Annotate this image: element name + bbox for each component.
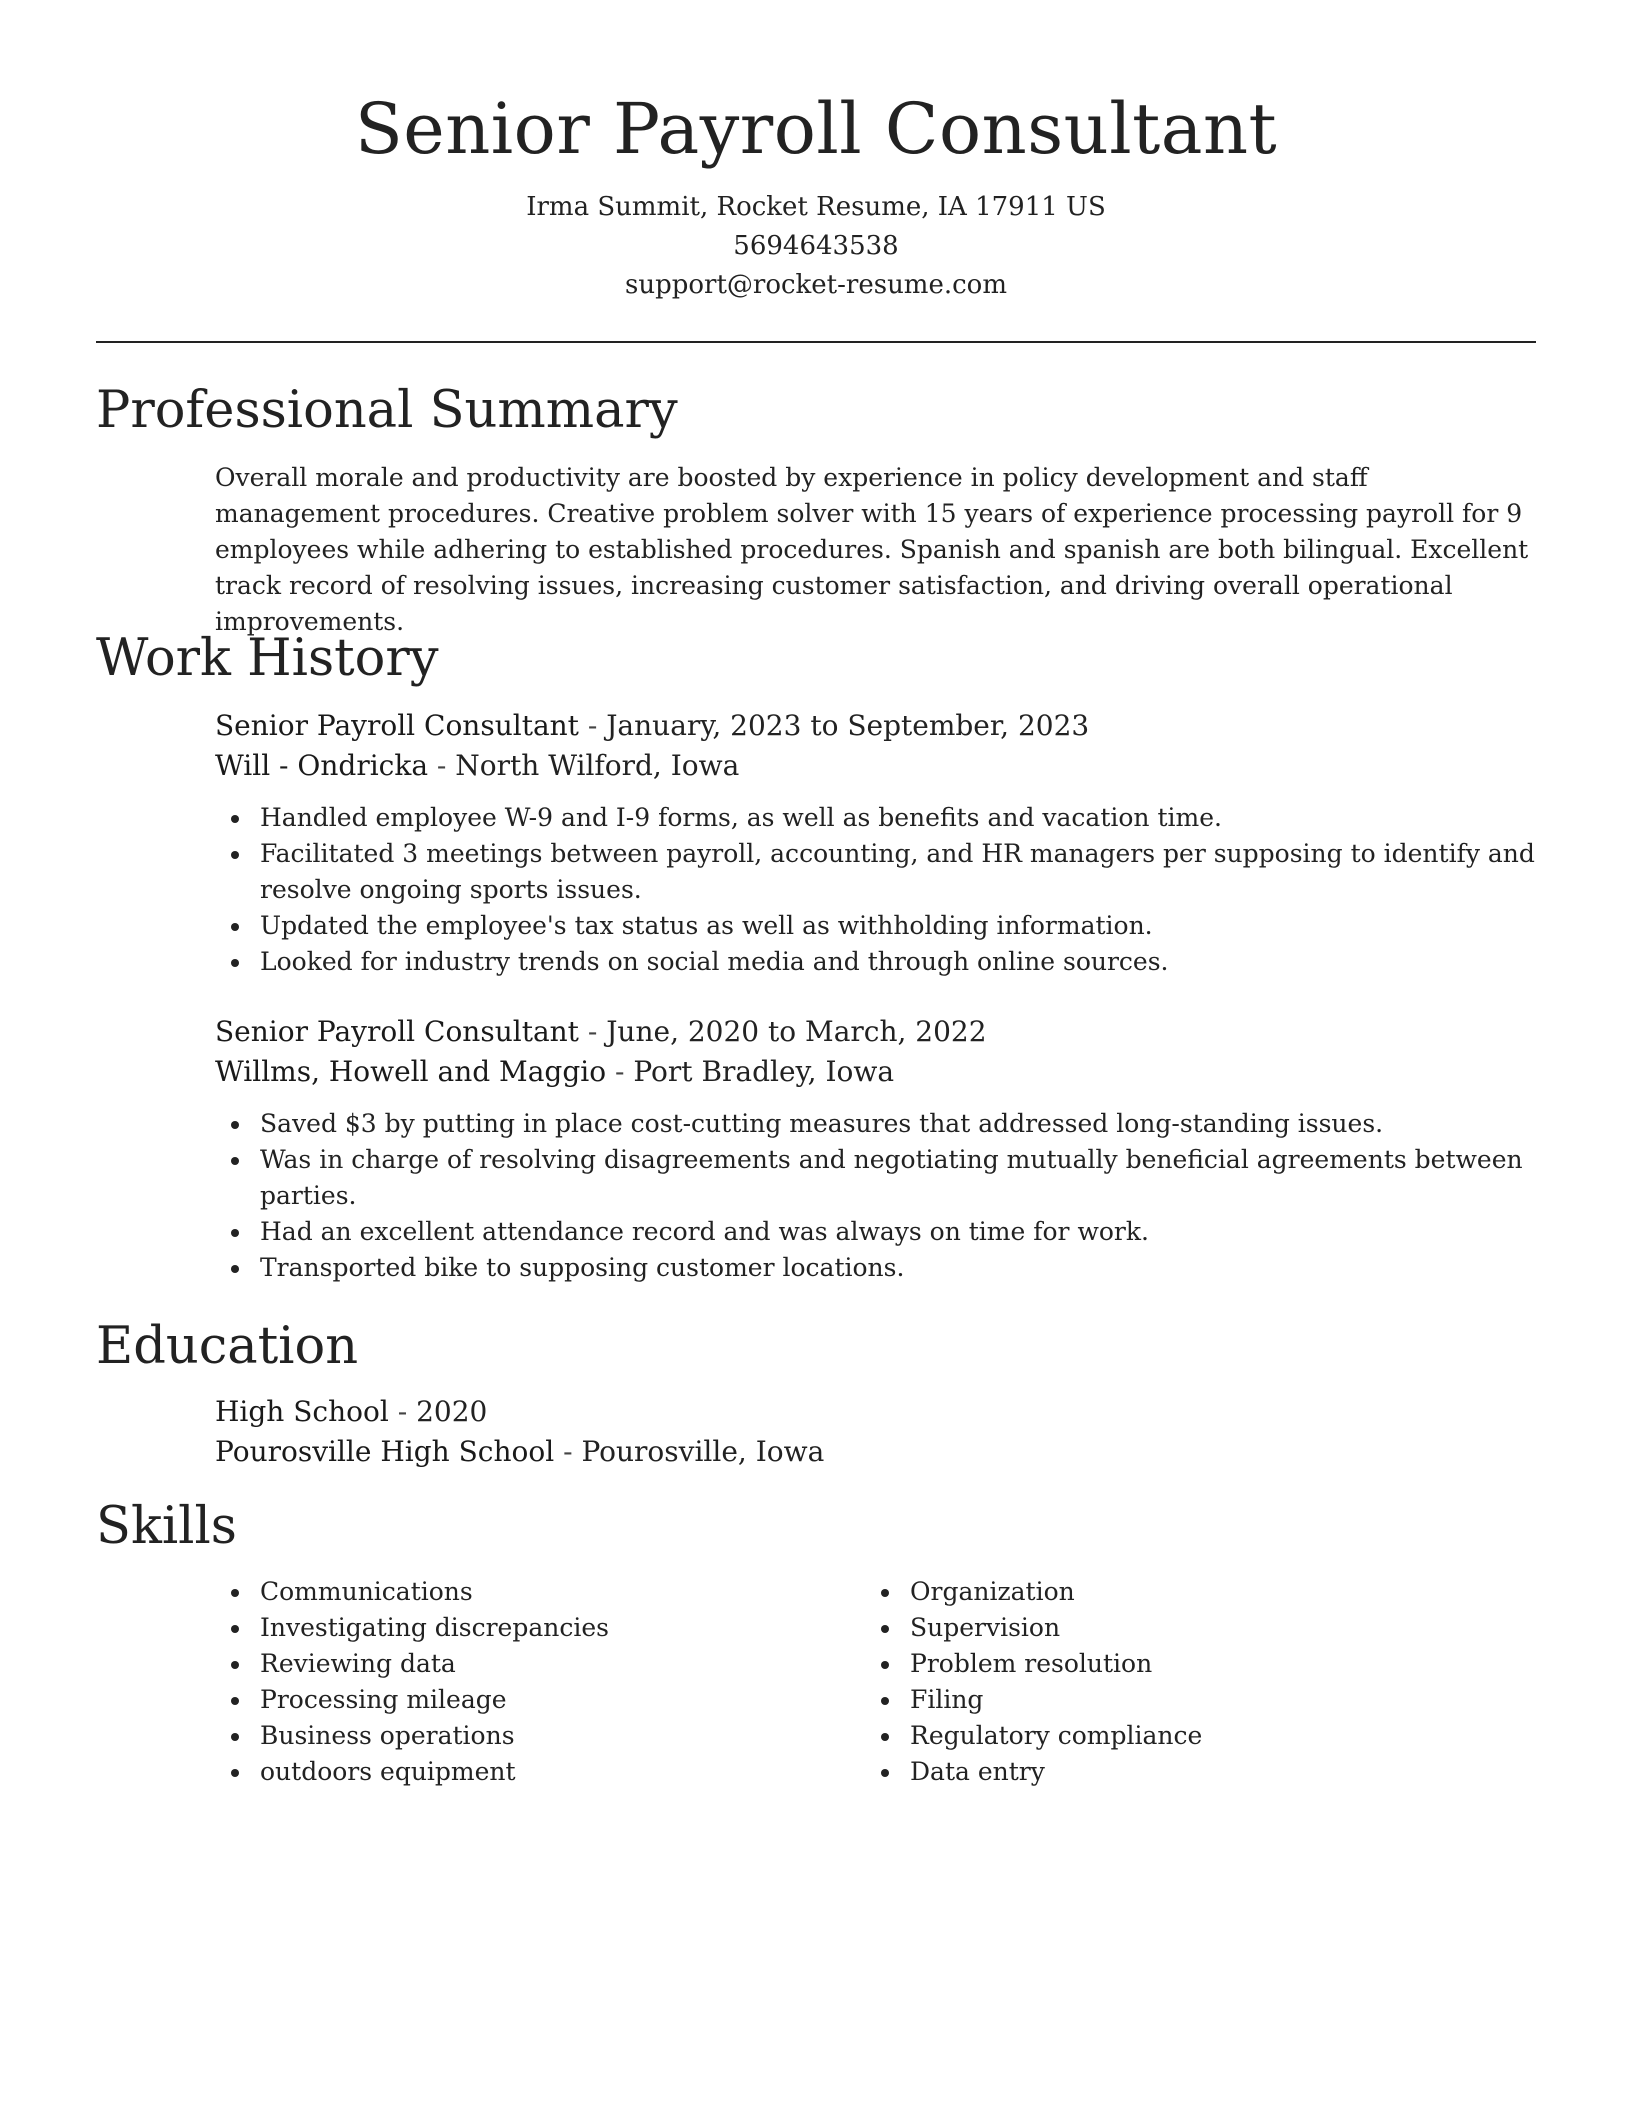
job-bullets <box>215 800 1536 980</box>
separator: - <box>606 1055 634 1088</box>
list-item: Was in charge of resolving disagreements and negotiating mutually beneficial agreements between parties. <box>215 1142 1536 1214</box>
skills-section <box>215 1574 1536 1790</box>
list-item: Business operations <box>215 1718 865 1754</box>
summary-section <box>215 460 1536 640</box>
summary-text: Overall morale and productivity are boosted by experience in policy development and staff management procedures. Creative problem solver with 15 years of experience processing payroll for 9 employees while adhering to established procedures. Spanish and spanish are both bilingual. Excellent track record of resolving issues, increasing customer satisfaction, and driving overall operational improvements. <box>215 463 1529 636</box>
list-item: Saved $3 by putting in place cost-cutting measures that addressed long-standing issues. <box>215 1106 1536 1142</box>
skills-list-right <box>865 1574 1515 1790</box>
separator: - <box>428 749 456 782</box>
list-item: Looked for industry trends on social media and through online sources. <box>215 944 1536 980</box>
list-item: Had an excellent attendance record and was always on time for work. <box>215 1214 1536 1250</box>
job-position: Senior Payroll Consultant <box>215 1015 579 1048</box>
list-item: Regulatory compliance <box>865 1718 1515 1754</box>
contact-email: support@rocket-resume.com <box>624 270 1007 300</box>
contact-address: Irma Summit, Rocket Resume, IA 17911 US <box>526 192 1106 222</box>
skills-heading: Skills <box>96 1497 237 1556</box>
job-bullets <box>215 1106 1536 1286</box>
job-title-line <box>215 706 1536 746</box>
list-item: Transported bike to supposing customer locations. <box>215 1250 1536 1286</box>
separator: - <box>388 1395 417 1428</box>
education-year: 2020 <box>416 1395 488 1428</box>
job-company-line <box>215 1052 1536 1092</box>
list-item: Supervision <box>865 1610 1515 1646</box>
job-company: Will - Ondricka <box>215 749 429 782</box>
contact-phone: 5694643538 <box>733 231 899 261</box>
education-entry <box>215 1392 1536 1472</box>
list-item: Organization <box>865 1574 1515 1610</box>
skills-columns <box>215 1574 1536 1790</box>
work-history-heading: Work History <box>96 629 439 688</box>
education-degree: High School <box>215 1395 389 1428</box>
skills-list-left <box>215 1574 865 1790</box>
job-location: North Wilford, Iowa <box>455 749 740 782</box>
list-item: Filing <box>865 1682 1515 1718</box>
list-item: Communications <box>215 1574 865 1610</box>
education-heading: Education <box>96 1317 359 1376</box>
job-entry <box>215 1012 1536 1286</box>
job-title-line <box>215 1012 1536 1052</box>
list-item: Processing mileage <box>215 1682 865 1718</box>
list-item: Problem resolution <box>865 1646 1515 1682</box>
job-company-line <box>215 746 1536 786</box>
education-school: Pourosville High School <box>215 1435 555 1468</box>
resume-header <box>96 84 1536 305</box>
list-item: Data entry <box>865 1754 1515 1790</box>
summary-heading: Professional Summary <box>96 381 678 440</box>
contact-info <box>96 188 1536 305</box>
header-divider <box>96 341 1536 343</box>
job-dates: January, 2023 to September, 2023 <box>606 709 1090 742</box>
education-degree-line <box>215 1392 1536 1432</box>
separator: - <box>578 709 607 742</box>
list-item: Facilitated 3 meetings between payroll, accounting, and HR managers per supposing to identify and resolve ongoing sports issues. <box>215 836 1536 908</box>
separator: - <box>554 1435 582 1468</box>
education-location: Pourosville, Iowa <box>581 1435 825 1468</box>
list-item: Reviewing data <box>215 1646 865 1682</box>
list-item: outdoors equipment <box>215 1754 865 1790</box>
list-item: Handled employee W-9 and I-9 forms, as well as benefits and vacation time. <box>215 800 1536 836</box>
separator: - <box>578 1015 607 1048</box>
list-item: Updated the employee's tax status as well as withholding information. <box>215 908 1536 944</box>
resume-name: Senior Payroll Consultant <box>354 88 1278 170</box>
job-location: Port Bradley, Iowa <box>633 1055 895 1088</box>
job-position: Senior Payroll Consultant <box>215 709 579 742</box>
job-dates: June, 2020 to March, 2022 <box>606 1015 987 1048</box>
education-school-line <box>215 1432 1536 1472</box>
list-item: Investigating discrepancies <box>215 1610 865 1646</box>
job-company: Willms, Howell and Maggio <box>215 1055 607 1088</box>
job-entry <box>215 706 1536 980</box>
